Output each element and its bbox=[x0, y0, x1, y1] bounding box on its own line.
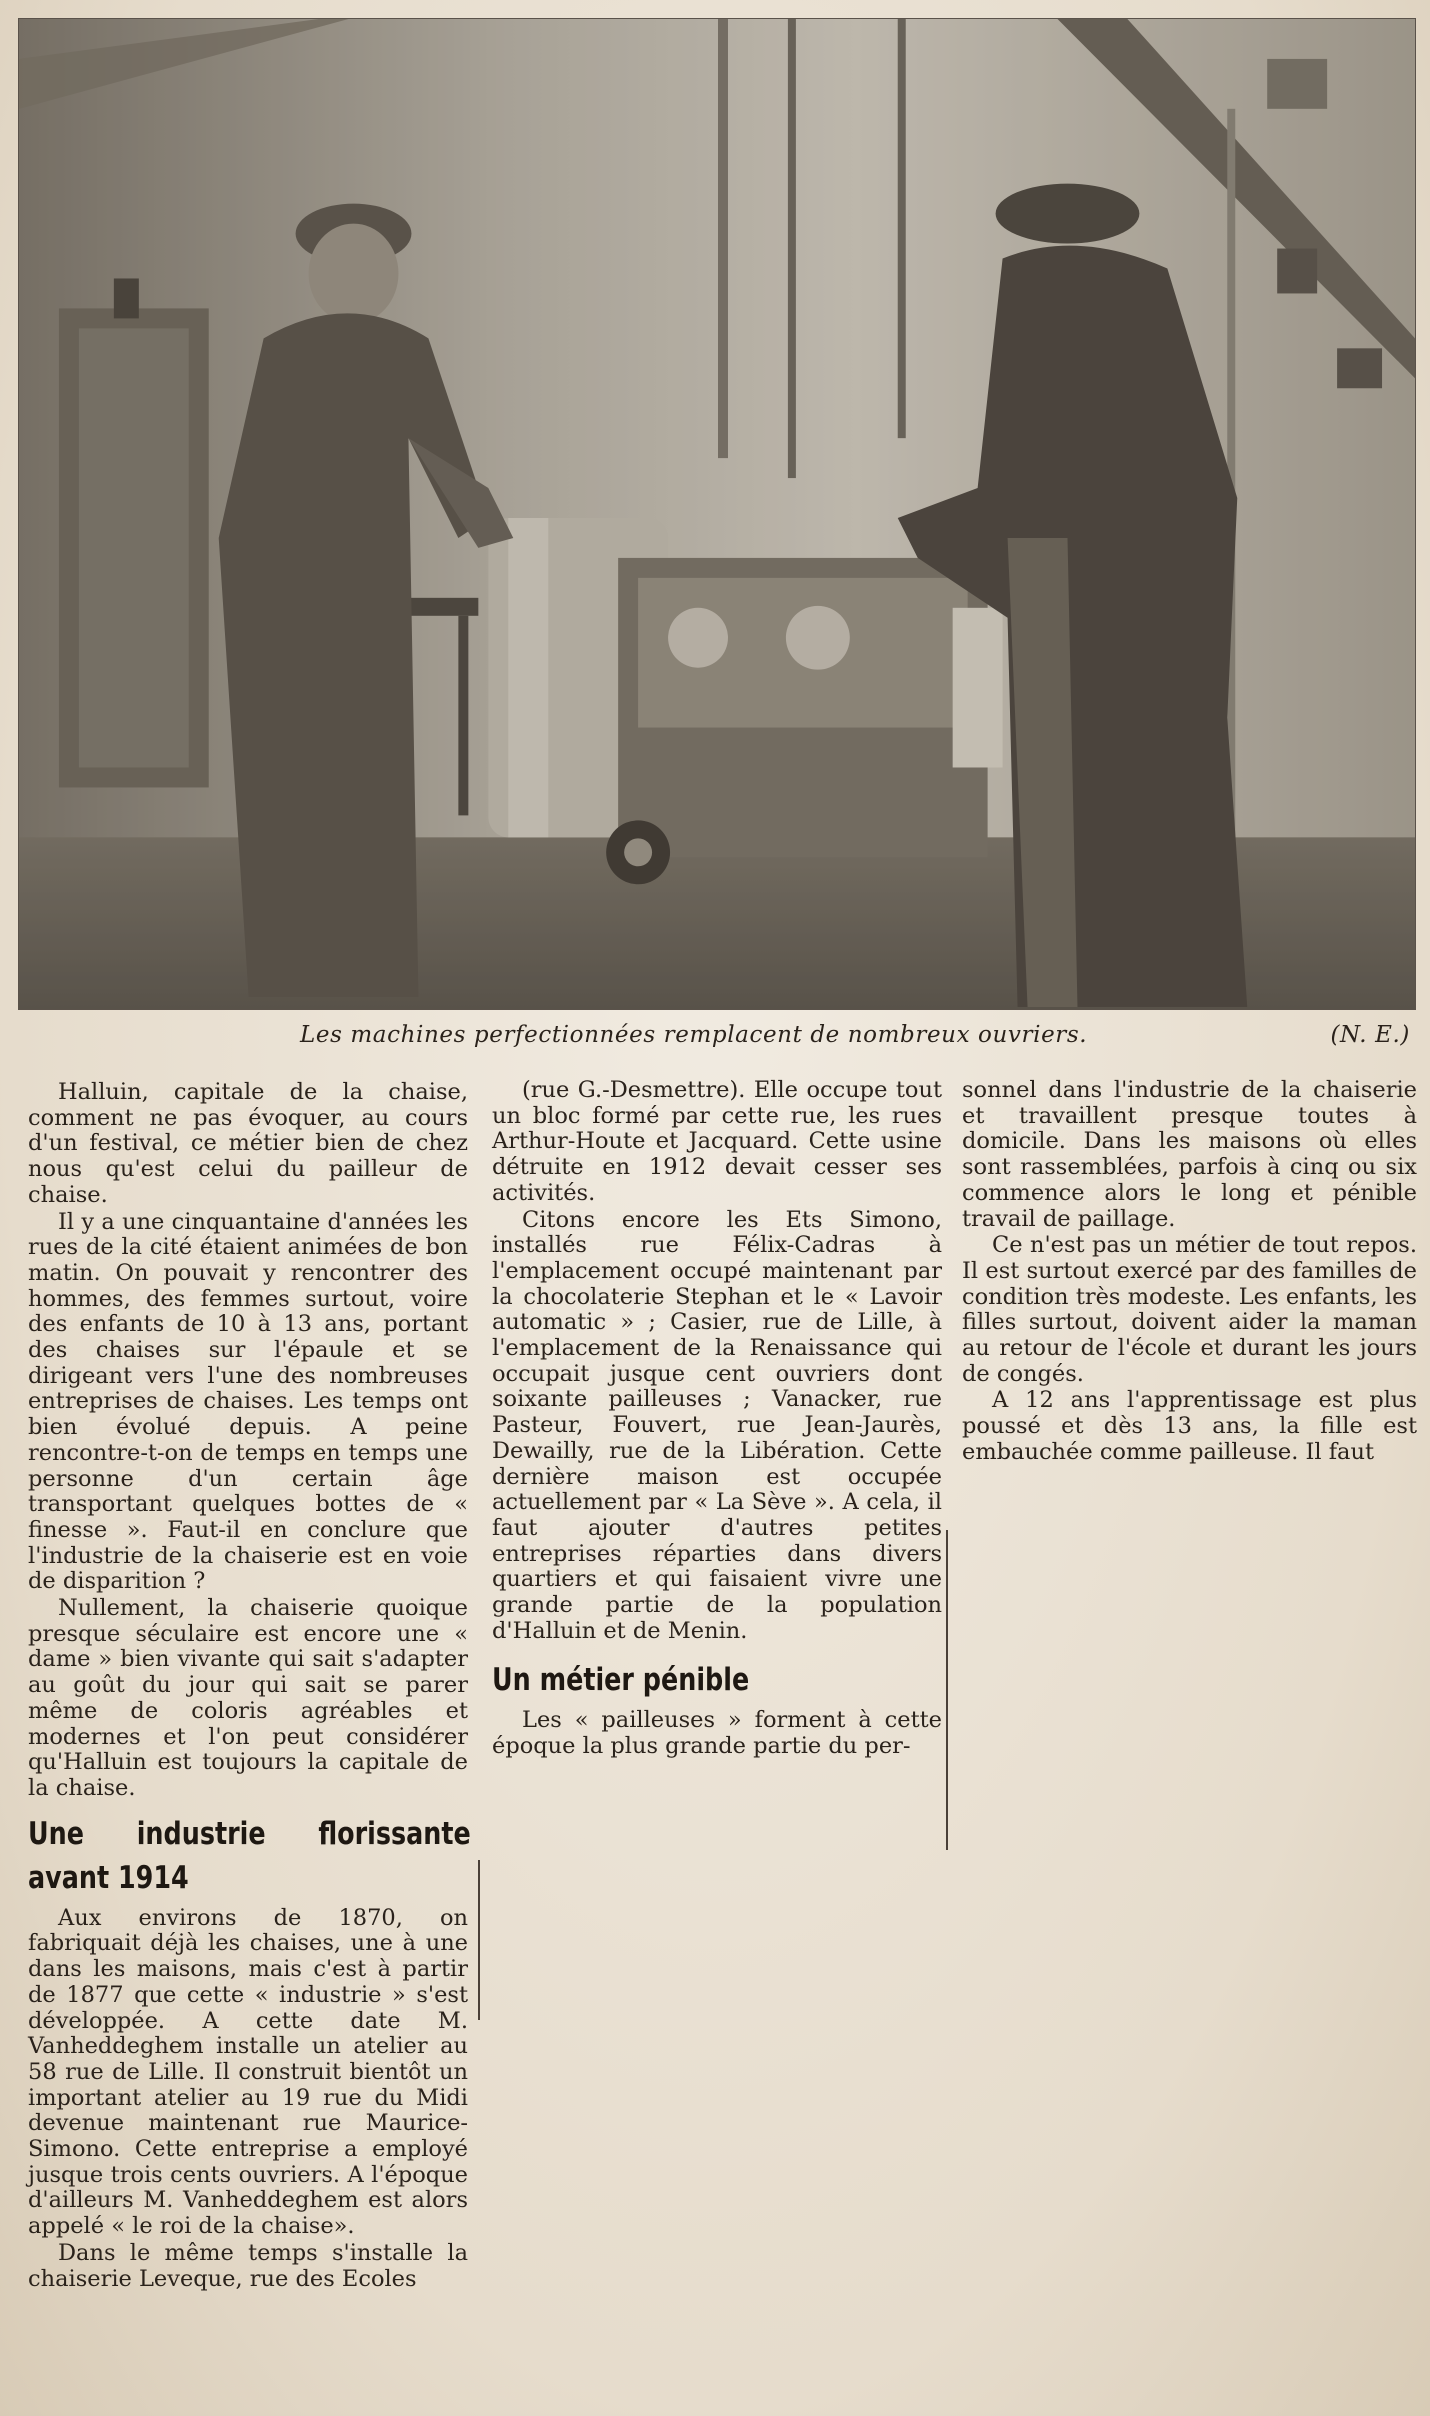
column2-paragraph-1: (rue G.-Desmettre). Elle occupe tout un bloc formé par cette rue, les rues Arthur-Houte et Jacquard. Cette usine détruite en 1912 devait cesser ses activités. bbox=[492, 1077, 942, 1206]
column1-paragraph-4: Aux environs de 1870, on fabriquait déjà les chaises, une à une dans les maisons, mais c'est à partir de 1877 que cette « industrie » s'est développée. A cette date M. Vanheddeghem installe un atelier au 58 rue de Lille. Il construit bientôt un important atelier au 19 rue du Midi devenue maintenant rue Maurice-Simono. Cette entreprise a employé jusque trois cents ouvriers. A l'époque d'ailleurs M. Vanheddeghem est alors appelé « le roi de la chaise». bbox=[28, 1904, 468, 2240]
column3-paragraph-1: sonnel dans l'industrie de la chaiserie et travaillent presque toutes à domicile. Dans les maisons où elles sont rassemblées, parfois à cinq ou six commence alors le long et pénible travail de paillage. bbox=[962, 1077, 1417, 1232]
column2-paragraph-3: Les « pailleuses » forment à cette époque la plus grande partie du per- bbox=[492, 1707, 942, 1760]
column1-paragraph-5: Dans le même temps s'installe la chaiserie Leveque, rue des Ecoles bbox=[28, 2239, 468, 2292]
column3-paragraph-2: Ce n'est pas un métier de tout repos. Il est surtout exercé par des familles de condition très modeste. Les enfants, les filles surtout, doivent aider la maman au retour de l'école et durant les jours de congés. bbox=[962, 1232, 1417, 1387]
column1-paragraph-1: Halluin, capitale de la chaise, comment ne pas évoquer, au cours d'un festival, ce métier bien de chez nous qu'est celui du pailleur de chaise. bbox=[28, 1079, 468, 1208]
article-column-1 bbox=[28, 1079, 471, 2293]
column-rule-1 bbox=[478, 1860, 480, 2020]
caption-text: Les machines perfectionnées remplacent de nombreux ouvriers. bbox=[300, 1022, 1088, 1048]
section-heading-industrie: Une industrie florissante avant 1914 bbox=[28, 1815, 471, 1896]
article-column-2 bbox=[492, 1078, 942, 1761]
article-column-3 bbox=[962, 1078, 1417, 1467]
caption-credit: (N. E.) bbox=[1330, 1022, 1410, 1048]
column3-paragraph-3: A 12 ans l'apprentissage est plus poussé et dès 13 ans, la fille est embauchée comme pailleuse. Il faut bbox=[962, 1387, 1417, 1465]
article-photo bbox=[18, 18, 1416, 1010]
photo-caption bbox=[300, 1022, 1410, 1048]
column2-paragraph-2: Citons encore les Ets Simono, installés rue Félix-Cadras à l'emplacement occupé maintenant par la chocolaterie Stephan et le « Lavoir automatic » ; Casier, rue de Lille, à l'emplacement de la Renaissance qui occupait jusque cent ouvriers dont soixante pailleuses ; Vanacker, rue Pasteur, Fouvert, rue Jean-Jaurès, Dewailly, rue de la Libération. Cette dernière maison est occupée actuellement par « La Sève ». A cela, il faut ajouter d'autres petites entreprises réparties dans divers quartiers et qui faisaient vivre une grande partie de la population d'Halluin et de Menin. bbox=[492, 1206, 942, 1644]
section-heading-metier: Un métier pénible bbox=[492, 1662, 750, 1699]
column1-paragraph-3: Nullement, la chaiserie quoique presque séculaire est encore une « dame » bien vivante qui sait s'adapter au goût du jour qui sait se parer même de coloris agréables et modernes et l'on peut considérer qu'Halluin est toujours la capitale de la chaise. bbox=[28, 1595, 468, 1801]
column1-paragraph-2: Il y a une cinquantaine d'années les rues de la cité étaient animées de bon matin. On pouvait y rencontrer des hommes, des femmes surtout, voire des enfants de 10 à 13 ans, portant des chaises sur l'épaule et se dirigeant vers l'une des nombreuses entreprises de chaises. Les temps ont bien évolué depuis. A peine rencontre-t-on de temps en temps une personne d'un certain âge transportant quelques bottes de « finesse ». Faut-il en conclure que l'industrie de la chaiserie est en voie de disparition ? bbox=[28, 1208, 468, 1595]
photo-two-workers-at-machines-icon bbox=[19, 19, 1415, 1009]
column-rule-2 bbox=[946, 1530, 948, 1850]
